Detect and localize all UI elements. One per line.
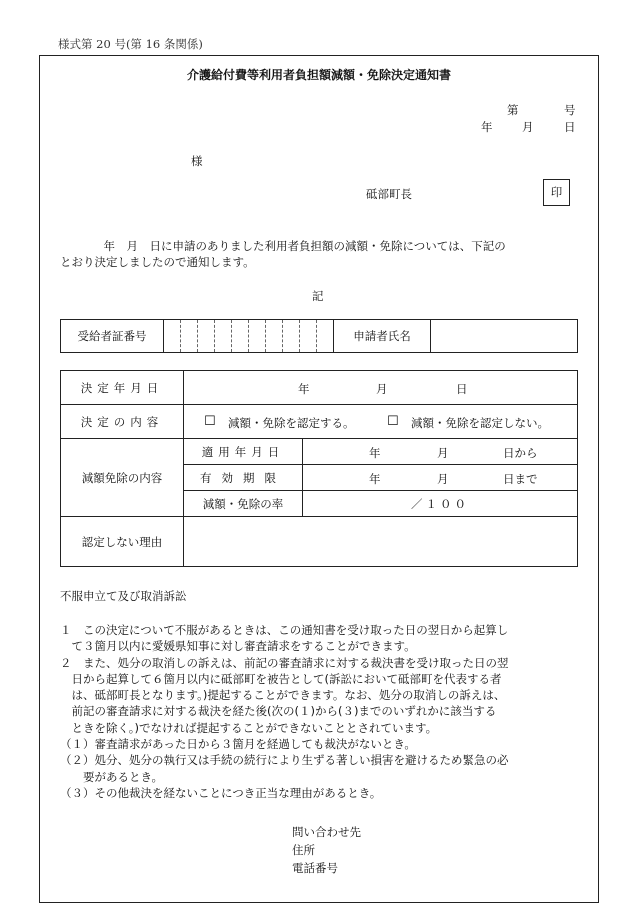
validity-month: 月 [437,472,449,486]
applicant-table [60,319,578,353]
decision-date-label: 決定年月日 [61,371,184,405]
validity-date-cell [303,465,578,491]
note-line: は、砥部町長となります。)提起することができます。なお、処分の取消しの訴えは、 [60,688,506,703]
recipient-id-digit [317,320,334,353]
deny-checkbox[interactable]: ☐ [387,414,399,429]
issue-day: 日 [564,120,576,134]
rate-value: ／１００ [303,491,578,517]
notice-frame [39,55,599,903]
issue-month: 月 [522,120,534,134]
note-line: 要があるとき。 [60,769,164,784]
recipient-id-digit [283,320,300,353]
recipient-id-label: 受給者証番号 [61,320,164,353]
recipient-id-digit [232,320,249,353]
recipient-id-digit [266,320,283,353]
note-line: ２ また、処分の取消しの訴えは、前記の審査請求に対する裁決書を受け取った日の翌 [60,655,509,670]
note-line: 日から起算して６箇月以内に砥部町を被告として(訴訟において砥部町を代表する者 [60,671,502,686]
recipient-id-digit [181,320,198,353]
recipient-id-digit [300,320,317,353]
reduction-content-label: 減額免除の内容 [61,439,184,517]
objection-notes [60,622,509,801]
doc-number-go: 号 [564,103,576,117]
approve-option-label: 減額・免除を認定する。 [228,416,355,430]
recipient-id-digit [215,320,232,353]
document-title: 介護給付費等利用者負担額減額・免除決定通知書 [186,68,451,82]
notice-body-line: とおり決定しましたので通知します。 [60,255,255,269]
decision-date-cell [184,371,578,405]
note-line: １ この決定について不服があるときは、この通知書を受け取った日の翌日から起算し [60,623,509,637]
notice-body-line: 年 月 日に申請のありました利用者負担額の減額・免除については、下記の [92,239,506,253]
decision-day: 日 [456,382,468,396]
contact-address-label: 住所 [292,843,315,857]
decision-year: 年 [298,382,310,396]
decision-table [60,370,578,567]
denial-reason-value [184,517,578,567]
recipient-id-digit [198,320,215,353]
doc-number-dai: 第 [507,103,519,117]
note-line: （１）審査請求があった日から３箇月を経過しても裁決がないとき。 [60,737,416,752]
recipient-id-digit [164,320,181,353]
note-line: て３箇月以内に愛媛県知事に対し審査請求をすることができます。 [60,639,416,654]
applicable-day: 日から [503,446,538,460]
rate-label: 減額・免除の率 [184,491,303,517]
ki-heading: 記 [312,289,324,303]
denial-reason-label: 認定しない理由 [61,517,184,567]
issuer-name: 砥部町長 [366,187,412,201]
note-line: （３）その他裁決を経ないことにつき正当な理由があるとき。 [60,785,382,800]
applicant-name-label: 申請者氏名 [334,320,431,353]
addressee-suffix: 様 [191,154,203,168]
applicable-month: 月 [437,446,449,460]
note-line: （２）処分、処分の執行又は手続の続行により生ずる著しい損害を避けるため緊急の必 [60,753,509,768]
validity-year: 年 [369,472,381,486]
contact-block [292,823,361,877]
decision-content-cell [184,405,578,439]
validity-label: 有効期限 [184,465,303,491]
decision-month: 月 [376,382,388,396]
issue-year: 年 [481,120,493,134]
seal-stamp: 印 [543,179,570,206]
form-number-label: 様式第 20 号(第 16 条関係) [58,37,203,51]
contact-heading: 問い合わせ先 [292,825,361,839]
applicable-year: 年 [369,446,381,460]
contact-phone-label: 電話番号 [292,861,338,875]
notice-body [60,238,580,270]
note-line: ときを除く。)でなければ提起することができないこととされています。 [60,720,438,735]
objection-heading: 不服申立て及び取消訴訟 [60,589,187,603]
deny-option-label: 減額・免除を認定しない。 [411,416,549,430]
applicant-name-value [431,320,578,353]
applicable-date-label: 適用年月日 [184,439,303,465]
note-line: 前記の審査請求に対する裁決を経た後(次の(１)から(３)までのいずれかに該当する [60,704,497,719]
recipient-id-digit [249,320,266,353]
approve-checkbox[interactable]: ☐ [204,414,216,429]
validity-day: 日まで [503,472,538,486]
applicable-date-cell [303,439,578,465]
decision-content-label: 決定の内容 [61,405,184,439]
